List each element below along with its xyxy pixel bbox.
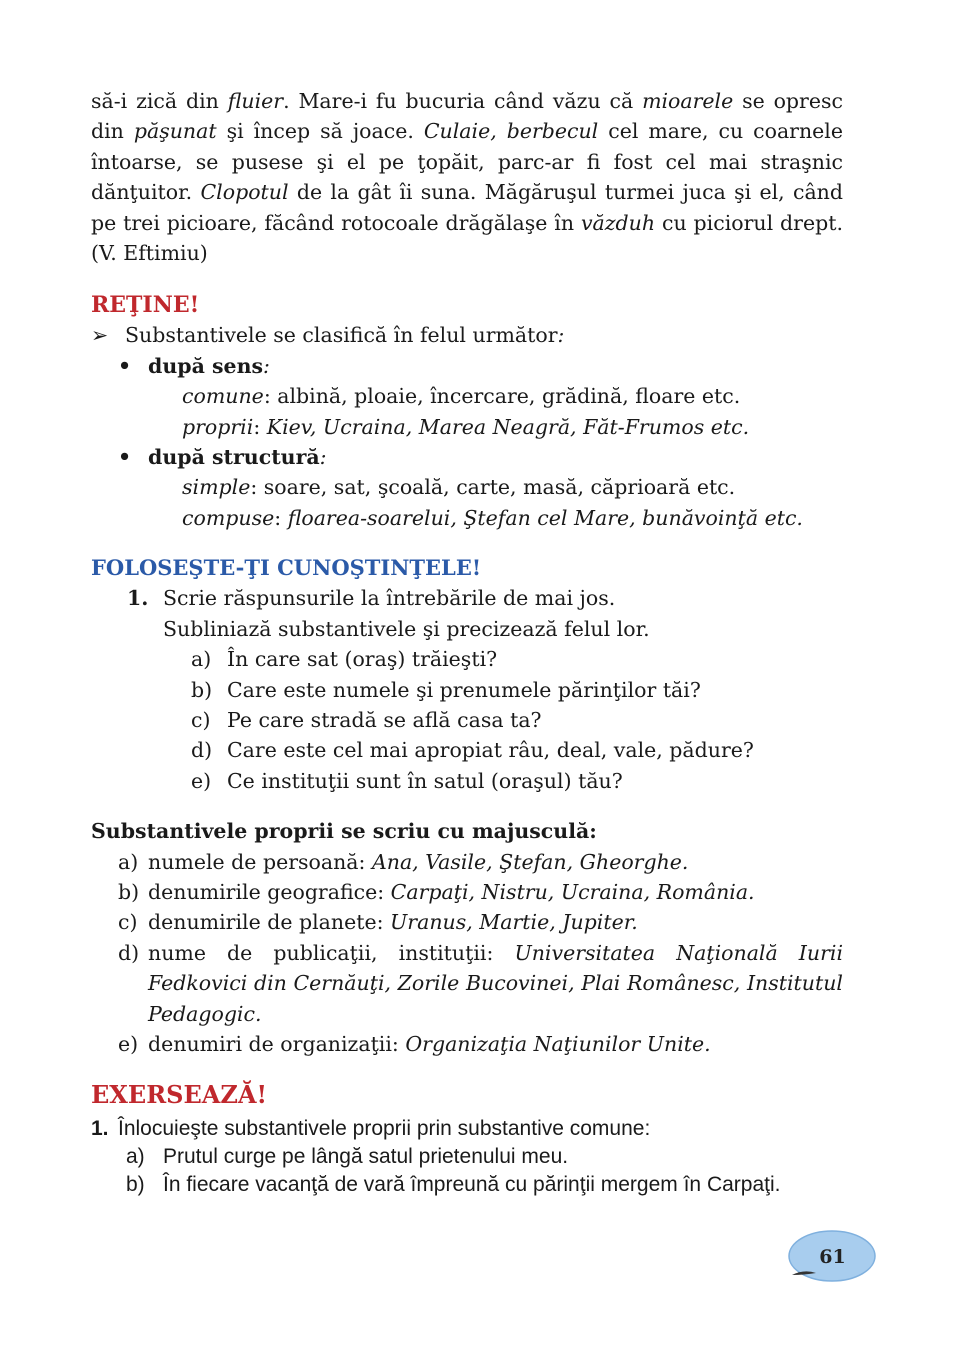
list-item <box>91 644 843 674</box>
list-item <box>91 705 843 735</box>
list-item <box>91 1143 843 1171</box>
item-letter: c) <box>191 707 211 732</box>
intro-paragraph: să-i zică din fluier. Mare-i fu bucuria când văzu că mioarele se opresc din păşunat şi încep să joace. Culaie, berbecul cel mare, cu coarnele întoarse, se pusese şi el pe ţopăit, parc-ar fi fost cel mai straşnic dănţuitor. Clopotul de la gât îi suna. Măgăruşul turmei juca şi el, când pe trei picioare, făcând rotocoale drăgălaşe în văzduh cu piciorul drept. (V. Eftimiu) <box>91 89 843 266</box>
item-letter: d) <box>191 738 213 763</box>
item-text <box>148 938 843 1029</box>
foloseste-task-line2: Subliniază substantivele şi precizează felul lor. <box>163 616 650 641</box>
list-item <box>91 675 843 705</box>
bullet-dupa-structura: • după structură: <box>118 442 843 472</box>
retine-lead: ➢ Substantivele se clasifică în felul următor: <box>91 320 843 350</box>
list-item <box>91 877 843 907</box>
bullet-dupa-sens: • după sens: <box>118 351 843 381</box>
list-item <box>91 735 843 765</box>
simple-line: simple: soare, sat, şcoală, carte, masă, căprioară etc. <box>182 475 736 500</box>
retine-heading: REŢINE! <box>91 292 200 319</box>
list-item <box>91 907 843 937</box>
majuscula-heading: Substantivele proprii se scriu cu majusculă: <box>91 819 597 844</box>
compuse-line: compuse: floarea-soarelui, Ştefan cel Mare, bunăvoinţă etc. <box>182 505 803 530</box>
list-item <box>91 938 843 1029</box>
bullet-dot-icon: • <box>118 445 132 470</box>
item-text <box>148 847 843 877</box>
item-letter: b) <box>126 1173 145 1197</box>
arrow-bullet-icon: ➢ <box>91 323 109 348</box>
list-item <box>91 766 843 796</box>
item-examples: Uranus, Martie, Jupiter. <box>390 910 638 935</box>
foloseste-heading: FOLOSEŞTE-ŢI CUNOŞTINŢELE! <box>91 555 482 581</box>
foloseste-task: 1. Scrie răspunsurile la întrebările de mai jos. <box>127 586 616 611</box>
comune-line: comune: albină, ploaie, încercare, grădină, floare etc. <box>182 384 741 409</box>
exercise-list <box>91 1143 843 1199</box>
item-examples: Organizaţia Naţiunilor Unite. <box>405 1031 711 1056</box>
proprii-line: proprii: Kiev, Ucraina, Marea Neagră, Făt-Frumos etc. <box>182 414 750 439</box>
exerseaza-task: 1. Înlocuieşte substantivele proprii prin substantive comune: <box>91 1117 651 1141</box>
list-item <box>91 1171 843 1199</box>
item-letter: e) <box>191 768 212 793</box>
exerseaza-heading: EXERSEAZĂ! <box>91 1080 268 1110</box>
item-label: numele de persoană: <box>148 849 372 874</box>
item-examples: Universitatea Naţională Iurii Fedkovici din Cernăuţi, Zorile Bucovinei, Plai Românesc, Institutul Pedagogic. <box>148 940 843 1026</box>
item-text <box>148 907 843 937</box>
item-letter: c) <box>118 910 138 935</box>
item-letter: a) <box>126 1145 145 1169</box>
item-letter: d) <box>118 940 140 965</box>
item-letter: e) <box>118 1031 139 1056</box>
list-item <box>91 1029 843 1059</box>
item-label: denumirile de planete: <box>148 910 391 935</box>
item-text: Ce instituţii sunt în satul (oraşul) tău? <box>227 768 623 793</box>
item-text: În care sat (oraş) trăieşti? <box>227 647 498 672</box>
majuscula-list <box>91 847 843 1060</box>
page-number: 61 <box>819 1246 846 1268</box>
item-text: Pe care stradă se află casa ta? <box>227 707 542 732</box>
item-letter: b) <box>191 677 213 702</box>
list-item <box>91 847 843 877</box>
question-list <box>91 644 843 796</box>
page-content <box>91 86 843 1199</box>
item-letter: a) <box>118 849 139 874</box>
item-text <box>148 1029 843 1059</box>
item-letter: a) <box>191 647 212 672</box>
item-examples: Ana, Vasile, Ştefan, Gheorghe. <box>371 849 689 874</box>
item-text: Care este numele şi prenumele părinţilor tăi? <box>227 677 701 702</box>
item-label: nume de publicaţii, instituţii: <box>148 940 515 965</box>
item-label: denumirile geografice: <box>148 879 391 904</box>
item-text <box>148 877 843 907</box>
item-text: Prutul curge pe lângă satul prietenului meu. <box>163 1145 569 1169</box>
item-text: Care este cel mai apropiat râu, deal, vale, pădure? <box>227 738 754 763</box>
item-examples: Carpaţi, Nistru, Ucraina, România. <box>390 879 755 904</box>
item-text: În fiecare vacanţă de vară împreună cu părinţii mergem în Carpaţi. <box>163 1173 781 1197</box>
bullet-dot-icon: • <box>118 353 132 378</box>
item-letter: b) <box>118 879 140 904</box>
item-label: denumiri de organizaţii: <box>148 1031 406 1056</box>
